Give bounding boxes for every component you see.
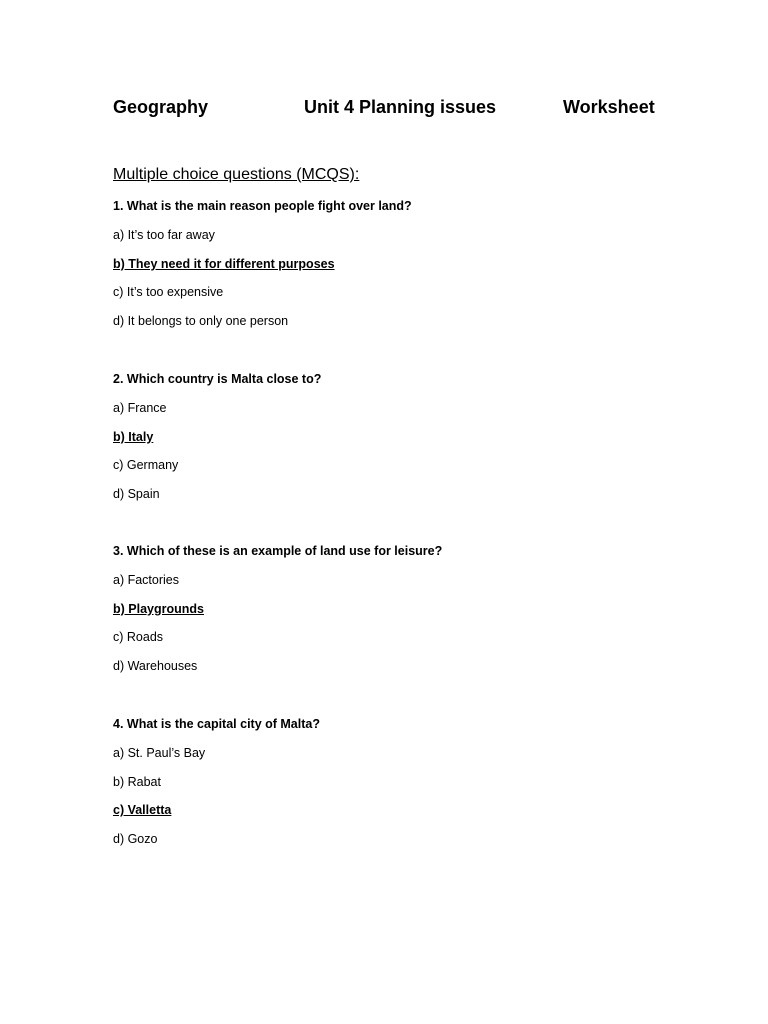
answer-option: d) Spain [113, 487, 160, 502]
header-unit-title: Unit 4 Planning issues [304, 97, 497, 117]
answer-option-correct: b) Playgrounds [113, 601, 204, 616]
answer-option: d) Gozo [113, 832, 158, 847]
answer-option: c) Germany [113, 458, 179, 473]
question-text: 2. Which country is Malta close to? [113, 372, 322, 386]
answer-option: c) It’s too expensive [113, 285, 224, 300]
question-block [113, 197, 673, 341]
answer-option: a) It’s too far away [113, 227, 215, 242]
question-block [113, 715, 673, 859]
answer-option: d) It belongs to only one person [113, 314, 289, 329]
question-text: 3. Which of these is an example of land use for leisure? [113, 544, 443, 558]
answer-option-correct: b) Italy [113, 429, 154, 444]
answer-option-correct: b) They need it for different purposes [113, 256, 335, 271]
worksheet-header [0, 94, 768, 120]
question-text: 4. What is the capital city of Malta? [113, 717, 320, 731]
answer-option: a) St. Paul’s Bay [113, 745, 206, 760]
answer-option: a) France [113, 400, 167, 415]
question-block [113, 370, 673, 514]
header-subject: Geography [113, 97, 209, 117]
question-block [113, 542, 673, 686]
answer-option: b) Rabat [113, 774, 161, 789]
header-document-type: Worksheet [563, 97, 655, 117]
section-title: Multiple choice questions (MCQS): [113, 166, 360, 183]
answer-option: a) Factories [113, 572, 179, 587]
answer-option: d) Warehouses [113, 659, 198, 674]
question-text: 1. What is the main reason people fight over land? [113, 199, 412, 213]
answer-option: c) Roads [113, 630, 164, 645]
answer-option-correct: c) Valletta [113, 803, 172, 818]
